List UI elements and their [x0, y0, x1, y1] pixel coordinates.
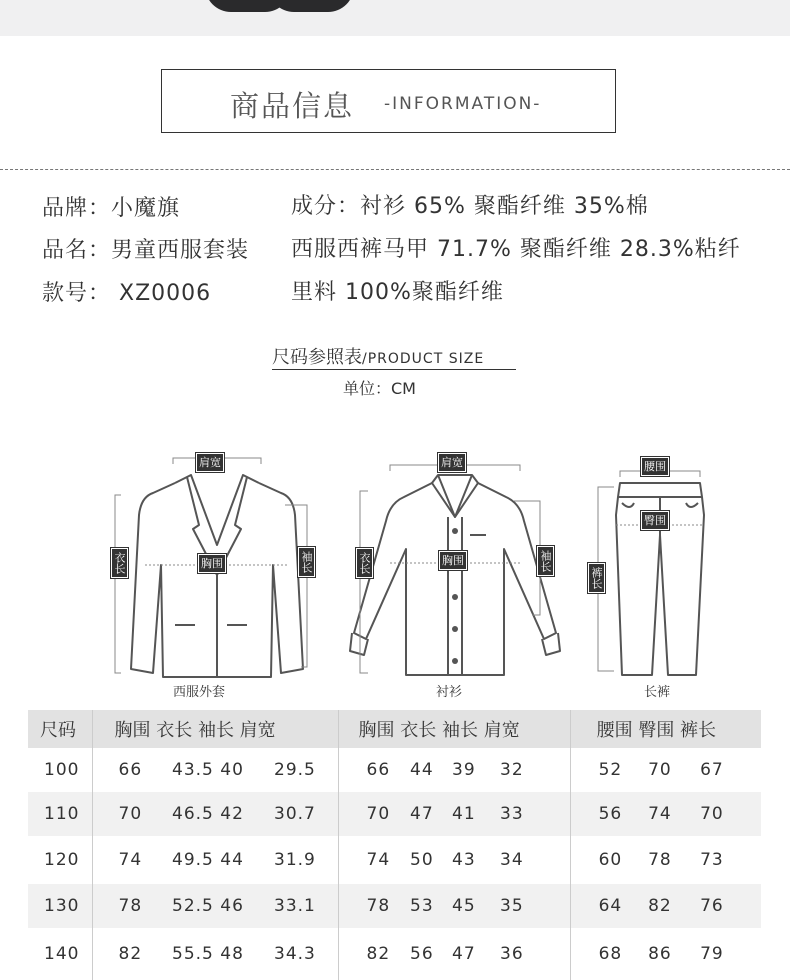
table-row	[28, 928, 761, 980]
pants-diagram	[578, 425, 762, 705]
composition-line-1: 成分：衬衫 65% 聚酯纤维 35%棉	[291, 194, 649, 219]
composition-line-2: 西服西裤马甲 71.7% 聚酯纤维 28.3%粘纤	[291, 237, 741, 262]
pants-length-cell: 79	[676, 928, 761, 980]
pants-waist-tag: 腰围	[641, 457, 669, 476]
header-title-en: -INFORMATION-	[384, 94, 542, 114]
pants-waist-cell: 52	[570, 748, 624, 792]
shirt-shoulder-cell: 35	[482, 884, 570, 928]
shirt-sleeve-cell: 39	[438, 748, 482, 792]
jacket-chest-cell: 70	[92, 792, 148, 836]
size-cell: 120	[28, 836, 92, 884]
size-cell: 110	[28, 792, 92, 836]
size-cell: 140	[28, 928, 92, 980]
jacket-shoulder-cell: 33.1	[252, 884, 338, 928]
shirt-shoulder-cell: 36	[482, 928, 570, 980]
header-title-cn: 商品信息	[230, 89, 355, 123]
pants-length-cell: 67	[676, 748, 761, 792]
jacket-length-sleeve-cell: 52.5 46	[148, 884, 252, 928]
shirt-chest-tag: 胸围	[439, 551, 467, 570]
size-chart-title-en: /PRODUCT SIZE	[362, 351, 485, 367]
pants-hip-cell: 70	[624, 748, 676, 792]
shirt-length-cell: 50	[388, 836, 438, 884]
jacket-shoulder-cell: 34.3	[252, 928, 338, 980]
pants-length-tag: 裤长	[588, 563, 605, 593]
jacket-columns-header: 胸围 衣长 袖长 肩宽	[92, 710, 338, 748]
size-cell: 100	[28, 748, 92, 792]
jacket-length-sleeve-cell: 43.5 40	[148, 748, 252, 792]
shirt-length-cell: 56	[388, 928, 438, 980]
pants-length-cell: 73	[676, 836, 761, 884]
pants-hip-cell: 86	[624, 928, 676, 980]
jacket-shoulder-cell: 30.7	[252, 792, 338, 836]
shoe-image	[268, 0, 354, 12]
jacket-length-sleeve-cell: 55.5 48	[148, 928, 252, 980]
shirt-shoulder-cell: 34	[482, 836, 570, 884]
jacket-length-sleeve-cell: 46.5 42	[148, 792, 252, 836]
shirt-shoulder-cell: 32	[482, 748, 570, 792]
shirt-length-cell: 53	[388, 884, 438, 928]
pants-waist-cell: 68	[570, 928, 624, 980]
jacket-shoulder-cell: 29.5	[252, 748, 338, 792]
jacket-chest-cell: 82	[92, 928, 148, 980]
shirt-sleeve-cell: 43	[438, 836, 482, 884]
jacket-chest-tag: 胸围	[198, 554, 226, 573]
pants-columns-header: 腰围 臀围 裤长	[570, 710, 761, 748]
pants-hip-cell: 74	[624, 792, 676, 836]
section-divider	[0, 169, 790, 170]
pants-length-cell: 76	[676, 884, 761, 928]
shirt-shoulder-cell: 33	[482, 792, 570, 836]
shirt-chest-cell: 66	[338, 748, 388, 792]
table-row	[28, 792, 761, 836]
shirt-columns-header: 胸围 衣长 袖长 肩宽	[338, 710, 570, 748]
size-chart-unit: 单位：CM	[343, 379, 416, 398]
pants-waist-cell: 56	[570, 792, 624, 836]
shirt-shoulder-tag: 肩宽	[438, 453, 466, 472]
brand-line: 品牌：小魔旗	[42, 196, 181, 221]
pants-caption: 长裤	[644, 685, 671, 700]
shirt-chest-cell: 74	[338, 836, 388, 884]
pants-waist-cell: 64	[570, 884, 624, 928]
pants-length-cell: 70	[676, 792, 761, 836]
pants-illustration	[578, 425, 762, 705]
shirt-sleeve-cell: 41	[438, 792, 482, 836]
shirt-sleeve-cell: 45	[438, 884, 482, 928]
jacket-sleeve-tag: 袖长	[298, 547, 315, 577]
jacket-chest-cell: 66	[92, 748, 148, 792]
shirt-diagram	[344, 425, 566, 705]
shirt-chest-cell: 70	[338, 792, 388, 836]
jacket-chest-cell: 74	[92, 836, 148, 884]
jacket-chest-cell: 78	[92, 884, 148, 928]
information-header	[161, 69, 616, 133]
pants-hip-tag: 臀围	[641, 511, 669, 530]
shirt-sleeve-cell: 47	[438, 928, 482, 980]
shirt-chest-cell: 82	[338, 928, 388, 980]
jacket-length-tag: 衣长	[111, 548, 128, 578]
product-name-line: 品名：男童西服套装	[42, 238, 250, 263]
jacket-shoulder-tag: 肩宽	[196, 453, 224, 472]
size-chart-title	[272, 343, 484, 369]
composition-line-3: 里料 100%聚酯纤维	[291, 280, 504, 305]
style-number-line: 款号： XZ0006	[42, 281, 212, 306]
jacket-diagram	[95, 425, 335, 705]
pants-hip-cell: 82	[624, 884, 676, 928]
size-cell: 130	[28, 884, 92, 928]
jacket-length-sleeve-cell: 49.5 44	[148, 836, 252, 884]
jacket-caption: 西服外套	[173, 685, 226, 700]
size-table	[28, 710, 761, 980]
size-chart-underline	[272, 369, 516, 370]
shirt-length-cell: 44	[388, 748, 438, 792]
product-photo-strip	[0, 0, 790, 36]
shirt-sleeve-tag: 袖长	[537, 546, 554, 576]
size-table-header	[28, 710, 761, 748]
shirt-length-cell: 47	[388, 792, 438, 836]
size-column-header: 尺码	[28, 710, 92, 748]
table-row	[28, 836, 761, 884]
table-row	[28, 884, 761, 928]
shirt-length-tag: 衣长	[356, 548, 373, 578]
pants-waist-cell: 60	[570, 836, 624, 884]
size-chart-title-cn: 尺码参照表	[272, 347, 362, 368]
shirt-caption: 衬衫	[436, 685, 463, 700]
table-row	[28, 748, 761, 792]
jacket-shoulder-cell: 31.9	[252, 836, 338, 884]
pants-hip-cell: 78	[624, 836, 676, 884]
shirt-chest-cell: 78	[338, 884, 388, 928]
